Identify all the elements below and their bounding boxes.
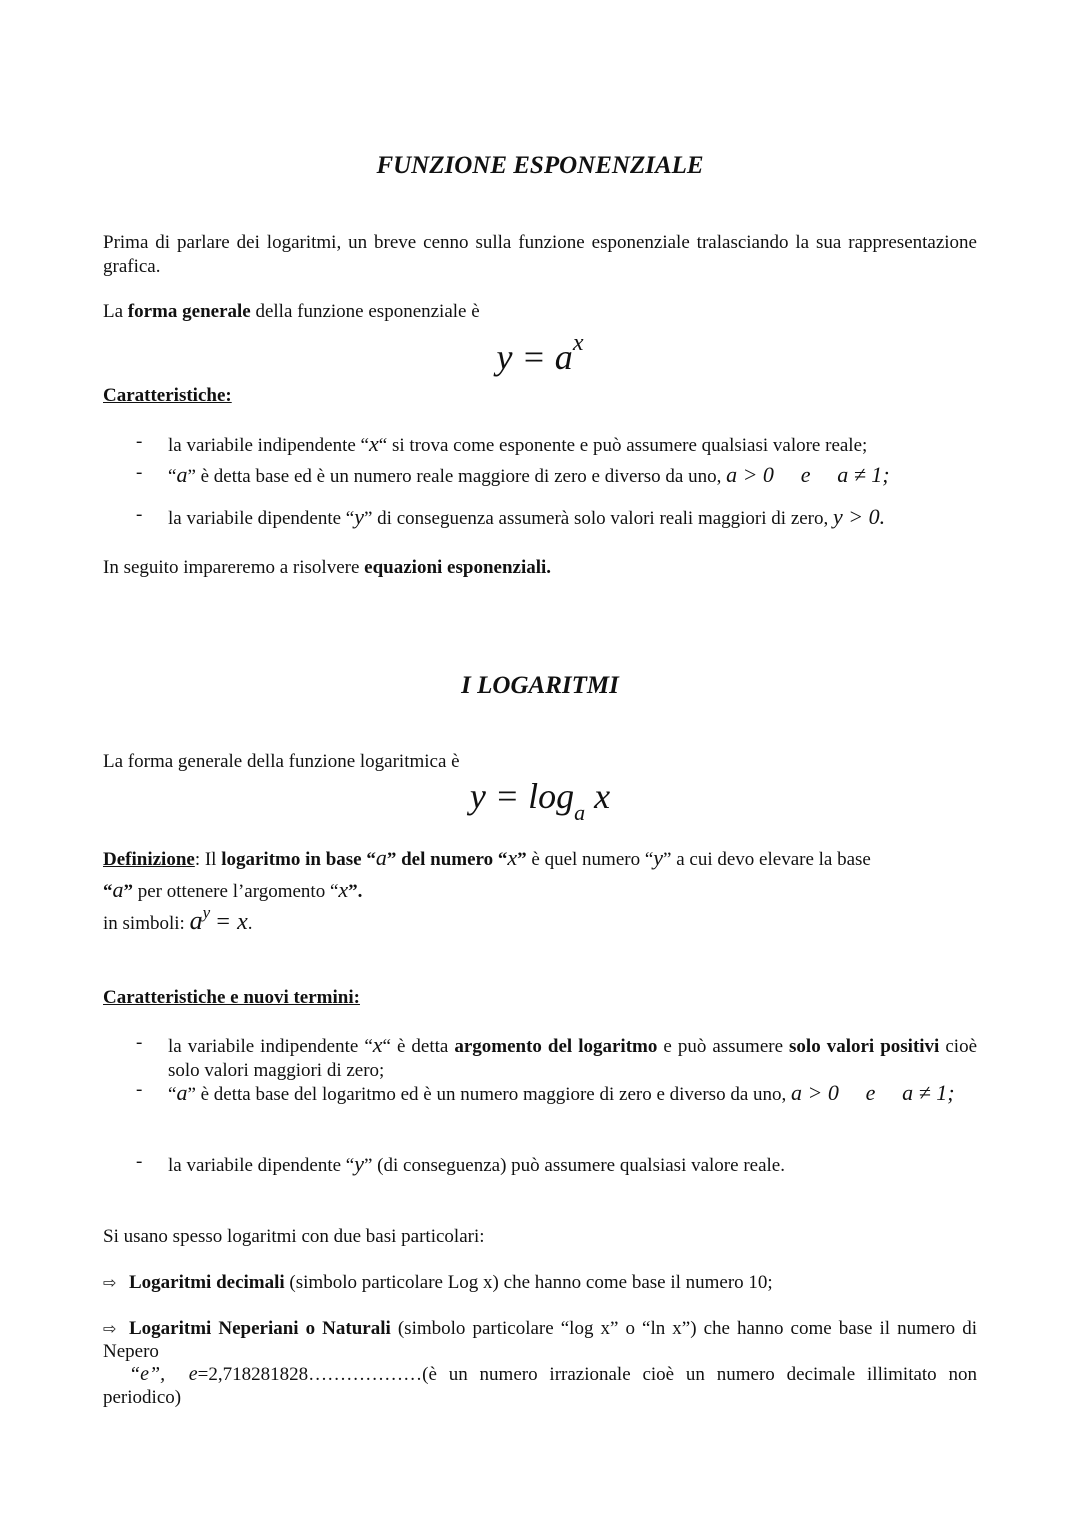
- math-conjunction: e: [865, 1080, 876, 1105]
- math-var: y: [653, 845, 664, 870]
- math-condition: y > 0.: [833, 504, 886, 529]
- list-item: [103, 1078, 977, 1138]
- dash-bullet: -: [136, 504, 143, 525]
- text: La: [103, 301, 128, 322]
- intro-paragraph: Prima di parlare dei logaritmi, un breve cenno sulla funzione esponenziale tralasciando la sua rappresentazione grafica.: [103, 232, 977, 277]
- list-item-text: [168, 1031, 977, 1083]
- text: “: [168, 1084, 177, 1105]
- text: : Il: [194, 849, 222, 870]
- bold-text: “: [103, 881, 113, 902]
- text: “ è detta: [382, 1036, 455, 1057]
- text: della funzione esponenziale è: [250, 301, 480, 322]
- text: la variabile dipendente “: [168, 508, 355, 529]
- math-condition: a ≠ 1;: [902, 1080, 955, 1105]
- text: “ si trova come esponente e può assumere qualsiasi valore reale;: [378, 435, 868, 456]
- text: .: [247, 913, 253, 934]
- text: ” a cui devo elevare la base: [663, 849, 871, 870]
- characteristics-heading: Caratteristiche:: [103, 385, 232, 406]
- math-var: “e”,: [129, 1363, 166, 1385]
- math-condition: a ≠ 1;: [837, 462, 890, 487]
- dash-bullet: -: [136, 431, 143, 452]
- math-condition: a > 0: [726, 462, 774, 487]
- bold-text: Logaritmi decimali: [129, 1272, 285, 1293]
- symbols-line: [103, 902, 977, 938]
- text: e può assumere: [657, 1036, 790, 1057]
- dash-bullet: -: [136, 1032, 143, 1053]
- text: “: [168, 466, 177, 487]
- math-var: x: [338, 877, 349, 902]
- math-var: a: [176, 1080, 188, 1105]
- special-bases-intro: Si usano spesso logaritmi con due basi particolari:: [103, 1226, 485, 1247]
- text: (simbolo particolare Log x) che hanno come base il numero 10;: [284, 1272, 773, 1293]
- math-var: x: [372, 1032, 383, 1057]
- bold-text: ”: [517, 849, 527, 870]
- exponential-formula: [103, 330, 977, 380]
- list-item: [103, 1150, 977, 1174]
- text: la variabile indipendente “: [168, 435, 369, 456]
- text: (simbolo particolare “log x” o “ln x”) che hanno come base il numero di Nepero: [103, 1318, 977, 1362]
- formula-main: y = log: [469, 776, 575, 816]
- text: In seguito impareremo a risolvere: [103, 557, 365, 578]
- math-conjunction: e: [800, 462, 811, 487]
- math-var: x: [369, 431, 379, 456]
- characteristics-heading: Caratteristiche e nuovi termini:: [103, 987, 360, 1008]
- list-item-text: [168, 1078, 977, 1110]
- text: in simboli:: [103, 913, 185, 934]
- text: ” è detta base del logaritmo ed è un numero maggiore di zero e diverso da uno,: [187, 1084, 787, 1105]
- math-var: a: [375, 845, 387, 870]
- formula-base: y = a: [496, 337, 573, 377]
- definition-label: Definizione: [103, 849, 195, 870]
- math-var: y: [354, 504, 364, 529]
- dash-bullet: -: [136, 462, 143, 483]
- math-condition: a > 0: [791, 1080, 839, 1105]
- general-form-line: La forma generale della funzione logaritmica è: [103, 751, 460, 772]
- list-item: [103, 430, 977, 454]
- bold-text: ” del numero “: [386, 849, 508, 870]
- math-var: y: [354, 1151, 364, 1176]
- bold-text: solo valori positivi: [789, 1036, 940, 1057]
- list-item: [103, 1031, 977, 1079]
- list-item: [103, 461, 977, 487]
- text: ” di conseguenza assumerà solo valori reali maggiori di zero,: [363, 508, 829, 529]
- bold-text: logaritmo in base “: [221, 849, 376, 870]
- list-item-text: [168, 430, 977, 458]
- math-var: e: [188, 1363, 198, 1385]
- math-var: a: [189, 906, 203, 935]
- general-form-line: [103, 300, 977, 324]
- closing-line: [103, 556, 977, 580]
- math-exponent: y: [202, 902, 211, 922]
- arrow-right-icon: ⇨: [103, 1273, 117, 1292]
- text: ” (di conseguenza) può assumere qualsiasi valore reale.: [363, 1155, 785, 1176]
- definition-paragraph: Definizione: Il logaritmo in base “a” del numero “x” è quel numero “y” a cui devo elevare la base “a” per ottenere l’argomento “x”.: [103, 845, 871, 902]
- bold-text: argomento del logaritmo: [454, 1036, 658, 1057]
- bold-text: Logaritmi Neperiani o Naturali: [129, 1318, 391, 1339]
- math-var: a: [176, 462, 188, 487]
- list-item-text: [168, 461, 977, 489]
- dash-bullet: -: [136, 1151, 143, 1172]
- section-title-logarithms: I LOGARITMI: [461, 672, 619, 699]
- math-var: x: [507, 845, 518, 870]
- text: cioè solo valori maggiori di zero;: [168, 1036, 978, 1081]
- formula-base: a: [574, 800, 586, 826]
- list-item: [103, 503, 977, 529]
- arrow-right-icon: ⇨: [103, 1319, 117, 1338]
- decimal-logarithms-item: [103, 1271, 977, 1295]
- bold-text: forma generale: [127, 301, 251, 322]
- text: la variabile dipendente “: [168, 1155, 355, 1176]
- text: =2,718281828………………(è un numero irrazionale cioè un numero decimale illimitato non periodico): [103, 1364, 978, 1408]
- text: è quel numero “: [526, 849, 654, 870]
- math-var: a: [112, 877, 124, 902]
- dash-bullet: -: [136, 1079, 143, 1100]
- list-item-text: [168, 1150, 977, 1178]
- formula-exponent: x: [572, 330, 584, 356]
- section-title-exponential: FUNZIONE ESPONENZIALE: [376, 152, 704, 179]
- list-item-text: [168, 503, 977, 531]
- math-expression: = x: [214, 909, 248, 935]
- formula-argument: x: [594, 776, 611, 816]
- logarithm-formula: [103, 774, 977, 826]
- bold-text: equazioni esponenziali.: [364, 557, 552, 578]
- text: ” è detta base ed è un numero reale maggiore di zero e diverso da uno,: [187, 466, 722, 487]
- text: la variabile indipendente “: [168, 1036, 373, 1057]
- natural-logarithms-item: [103, 1317, 977, 1409]
